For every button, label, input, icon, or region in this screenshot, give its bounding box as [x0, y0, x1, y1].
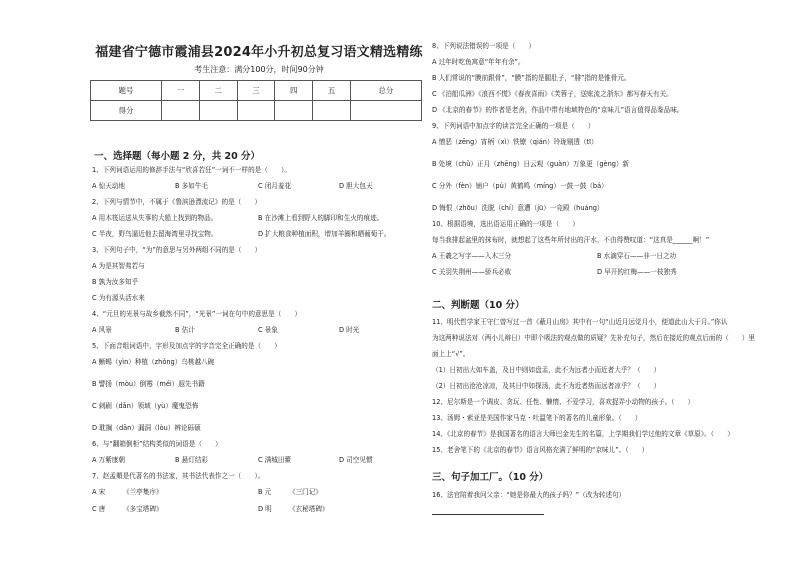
question-line: 7、赵孟頫是代著名的书法家，其书法代表作之一（ ）。 — [92, 472, 265, 480]
exam-notice: 考生注意：满分100分，时间90分钟 — [194, 65, 324, 74]
question-line: 11、明代哲学家王守仁曾写过一首《蔽月山房》其中有一句“山近月远觉月小，便道此山大于月。”你认 — [432, 318, 728, 326]
option-work: 《玄秘塔碑》 — [289, 505, 329, 513]
option-line: A 蜥蜴（yìn）种植（zhǒng）乌桃越八碗 — [92, 358, 215, 366]
option-line: B 悬灯结彩 — [175, 456, 208, 464]
question-line: 3、下列句子中，“为”的意思与另外两组不同的是（ ） — [92, 246, 262, 254]
score-cell — [350, 101, 421, 121]
option-line: D 司空见惯 — [339, 456, 373, 464]
score-cell — [199, 101, 237, 121]
score-table — [90, 80, 422, 121]
score-cell: 三 — [237, 81, 275, 101]
option-line: A 用木筏运送从失事的大船上找到的物品。 — [92, 214, 218, 222]
option-line: B 在沙滩上看到野人的脚印和生火的痕迹。 — [258, 214, 384, 222]
option-line: B 处境（chǔ）正月（zhēng）日云观（guàn）万象更（gèng）新 — [432, 160, 630, 168]
option-line: A 宋 — [92, 488, 106, 496]
score-cell: 四 — [275, 81, 313, 101]
question-line: 8、下列说法错误的一项是（ ） — [432, 42, 536, 50]
question-line: （2）日初出沧沧凉凉，及其日中如探汤，此不为近者热而远者凉乎？（ ） — [432, 382, 661, 390]
question-line: 面上上“√”。 — [432, 350, 470, 358]
question-line: 15、老舍笔下的《北京的春节》语言风格充满了鲜明的“京味儿”。（ ） — [432, 446, 649, 454]
option-line: C 为有源头活水来 — [92, 294, 145, 302]
question-line: 4、“元旦的光景与故乡截然不同”，“光景”一词在句中的意思是（ ） — [92, 310, 302, 318]
question-line: 16、法官陪着我问父亲：“她是你最大的孩子吗？”（改为转述句） — [432, 491, 626, 499]
score-cell — [275, 101, 313, 121]
option-line: A 风景 — [92, 326, 112, 334]
option-line: D 时光 — [339, 326, 360, 334]
score-cell — [237, 101, 275, 121]
score-cell — [313, 101, 351, 121]
option-line: C 唐 — [92, 505, 106, 513]
option-work: 《三门记》 — [289, 488, 322, 496]
question-line: 2、下列与情节中，不属于《鲁滨逊漂流记》的是（ ） — [92, 198, 262, 206]
section-heading-judge: 二、判断题（10 分） — [432, 300, 525, 311]
option-line: B 人们常说的“膜前跟骨”，“膜”指的是腿肚子，“腓”指的是锥骨元。 — [432, 74, 631, 82]
option-line: C 分外（fèn）铺户（pù）黄鹤鸣（míng）一鼓一鼓（bá） — [432, 182, 608, 190]
option-line: A 过年时吃鱼寓意“年年有余”。 — [432, 58, 525, 66]
question-line: （1）日初出大如车盖，及日中则如盘盂，此不为远者小而近者大乎？（ ） — [432, 366, 661, 374]
option-work: 《多宝塔碑》 — [123, 505, 163, 513]
option-line: B 譬扬（mòu）倒霉（méi）遐先书籍 — [92, 380, 205, 388]
question-line: 10、根据语境，选出语运用正确的一项是（ ） — [432, 220, 579, 228]
question-line: 13、汤姆・索亚是美国作家马克・吐温笔下的著名的儿童形象。（ ） — [432, 414, 642, 422]
section-heading-sentence: 三、句子加工厂。（10 分） — [432, 472, 549, 483]
score-table-header-row — [91, 81, 422, 101]
option-line: C 刺刷（dǎn）领域（yù）魔鬼恐怖 — [92, 402, 199, 410]
option-line: C 景象 — [258, 326, 278, 334]
option-line: C 《泊船瓜洲》《浪西不慌》《春夜喜雨》《芙蓉子，送账流之浙东》都写春天有关。 — [432, 90, 673, 98]
option-line: C 半夜，野鸟逼近他去留海湾里寻找宝物。 — [92, 230, 218, 238]
score-cell: 一 — [162, 81, 200, 101]
option-line: A 惊天动地 — [92, 182, 125, 190]
option-line: D 明 — [258, 505, 272, 513]
option-line: D 扩大粮食种植面积，增加羊圈和晒葡萄干。 — [258, 230, 391, 238]
question-line: 6、与“翻箱倒柜”结构类似的词语是（ ） — [92, 440, 222, 448]
option-line: D 胆大包天 — [339, 182, 373, 190]
option-line: C 闭月羞花 — [258, 182, 292, 190]
score-cell: 二 — [199, 81, 237, 101]
option-line: B 元 — [258, 488, 272, 496]
question-line: 5、下面音组词语中，字形及加点字的字音完全正确的是（ ） — [92, 342, 281, 350]
option-line: B 多如牛毛 — [175, 182, 208, 190]
option-line: D 《北京的春节》的作者是老舍，作品中带有地域特色的“京味儿”语言值得品鉴品味。 — [432, 106, 684, 114]
score-cell: 得分 — [91, 101, 162, 121]
score-cell — [162, 101, 200, 121]
question-line: 每当我排起盆里的抹布时，就想起了这些年所付出的汗水，不由得赞叹道：“这真是______啊！” — [432, 236, 710, 244]
score-cell: 总分 — [350, 81, 421, 101]
score-table-score-row — [91, 101, 422, 121]
option-line: A 为是其智弗若与 — [92, 262, 145, 270]
question-line: 1、下列词语运用的修辞手法与“欣喜若狂”一词不一样的是（ ）。 — [92, 166, 291, 174]
option-line: D 早开的红梅——一枝独秀 — [597, 268, 677, 276]
option-line: B 孰为汝多知乎 — [92, 278, 139, 286]
score-cell: 题号 — [91, 81, 162, 101]
option-line: B 水滴穿石——非一日之功 — [597, 252, 677, 260]
exam-title: 福建省宁德市霞浦县2024年小升初总复习语文精选精练 — [95, 45, 423, 60]
option-line: A 憎恶（zēng）宵柄（xì）铁镣（qián）玲珑剔透（tī） — [432, 138, 598, 146]
option-line: A 万紫康朝 — [92, 456, 125, 464]
option-line: D 悔恨（zhōu）洗脱（chí）意遭（jū）一竞殿（huáng） — [432, 204, 604, 212]
question-line: 12、尼尔斯是一个调皮、贪玩、任性、懒惰、不爱学习，喜欢捉弄小动物的孩子。（ ） — [432, 398, 695, 406]
answer-line — [432, 514, 544, 515]
score-cell: 五 — [313, 81, 351, 101]
question-line: 14、《北京的春节》是我国著名的语言大师巴金先生的名篇，上学期我们学过他的文章《草原》。（ ） — [432, 430, 734, 438]
option-line: B 估计 — [175, 326, 195, 334]
option-line: C 关羽失荆州——骄兵必败 — [432, 268, 512, 276]
option-line: D 耽搁（dān）漏洞（lòu）辨论砾硕 — [92, 424, 201, 432]
option-line: C 满城田藿 — [258, 456, 292, 464]
question-line: 9、下列词语中加点字的读音完全正确的一项是（ ） — [432, 122, 595, 130]
option-work: 《兰亭集序》 — [123, 488, 163, 496]
section-heading-choice: 一、选择题（每小题 2 分，共 20 分） — [94, 151, 261, 162]
question-line: 为这两种说法对（两小儿辩日）中即个吸法的观点做的质疑？先补充句子，然后在接近的观点后面的（ ）里 — [432, 334, 756, 342]
option-line: A 王羲之写字——入木三分 — [432, 252, 512, 260]
